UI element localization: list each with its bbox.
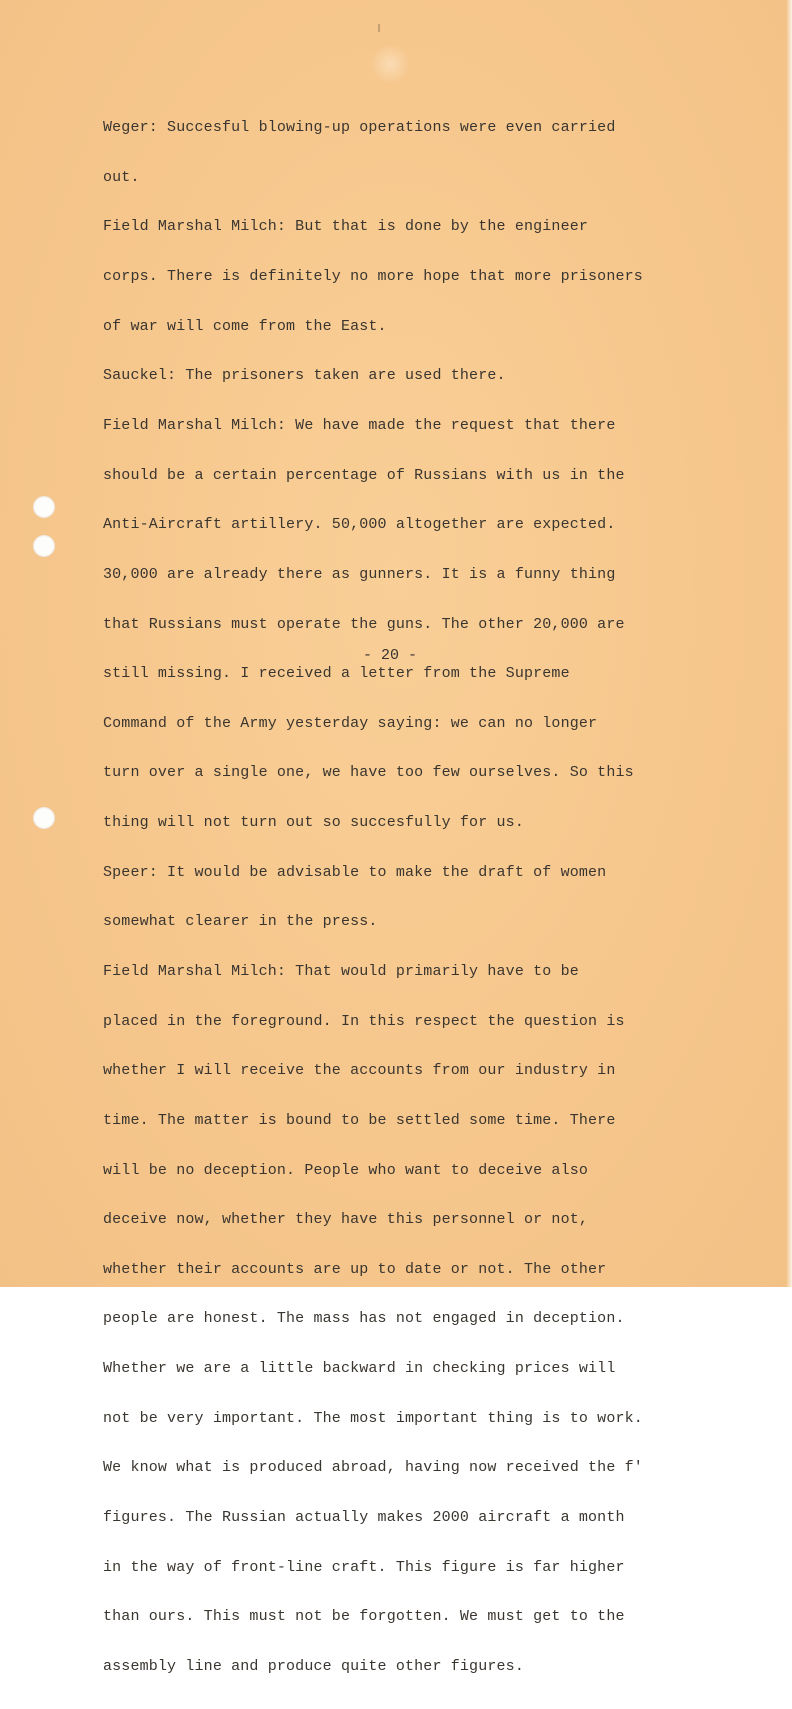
text-line: figures. The Russian actually makes 2000 aircraft a month: [103, 1509, 625, 1527]
text-line: that Russians must operate the guns. The other 20,000 are: [103, 615, 625, 633]
text-line: Anti-Aircraft artillery. 50,000 altogether are expected.: [103, 516, 616, 534]
text-line: people are honest. The mass has not engaged in deception.: [103, 1310, 625, 1328]
text-line: Command of the Army yesterday saying: we can no longer: [103, 714, 598, 732]
text-line: should be a certain percentage of Russians with us in the: [103, 466, 625, 484]
text-line: deceive now, whether they have this personnel or not,: [103, 1211, 589, 1229]
page-number: - 20 -: [362, 647, 417, 664]
text-line: We know what is produced abroad, having now received the f': [103, 1459, 643, 1477]
text-line: whether I will receive the accounts from our industry in: [103, 1062, 616, 1080]
text-line: Speer: It would be advisable to make the draft of women: [103, 863, 607, 881]
text-line: assembly line and produce quite other figures.: [103, 1657, 524, 1675]
text-line: Field Marshal Milch: That would primarily have to be: [103, 962, 579, 980]
text-line: not be very important. The most important thing is to work.: [103, 1409, 643, 1427]
text-line: Field Marshal Milch: We have made the request that there: [103, 416, 616, 434]
punch-hole: [33, 496, 55, 518]
text-line: will be no deception. People who want to deceive also: [103, 1161, 589, 1179]
text-line: somewhat clearer in the press.: [103, 913, 378, 931]
text-line: out.: [103, 168, 140, 186]
top-mark: [378, 24, 380, 32]
text-line: turn over a single one, we have too few ourselves. So this: [103, 764, 634, 782]
punch-hole: [33, 535, 55, 557]
text-line: of war will come from the East.: [103, 317, 387, 335]
text-line: in the way of front-line craft. This figure is far higher: [103, 1558, 625, 1576]
text-line: whether their accounts are up to date or not. The other: [103, 1260, 607, 1278]
text-line: placed in the foreground. In this respect the question is: [103, 1012, 625, 1030]
transcript-body: [103, 87, 703, 1709]
text-line: corps. There is definitely no more hope that more prisoners: [103, 268, 643, 286]
punch-hole: [33, 807, 55, 829]
text-line: 30,000 are already there as gunners. It is a funny thing: [103, 565, 616, 583]
text-line: Sauckel: The prisoners taken are used there.: [103, 367, 506, 385]
text-line: thing will not turn out so succesfully for us.: [103, 814, 524, 832]
text-line: than ours. This must not be forgotten. We must get to the: [103, 1608, 625, 1626]
paper-smudge: [370, 44, 410, 84]
text-line: Weger: Succesful blowing-up operations were even carried: [103, 119, 616, 137]
text-line: time. The matter is bound to be settled some time. There: [103, 1111, 616, 1129]
text-line: Whether we are a little backward in checking prices will: [103, 1360, 616, 1378]
text-line: Field Marshal Milch: But that is done by the engineer: [103, 218, 589, 236]
text-line: still missing. I received a letter from the Supreme: [103, 665, 570, 683]
page-edge: [786, 0, 792, 1287]
